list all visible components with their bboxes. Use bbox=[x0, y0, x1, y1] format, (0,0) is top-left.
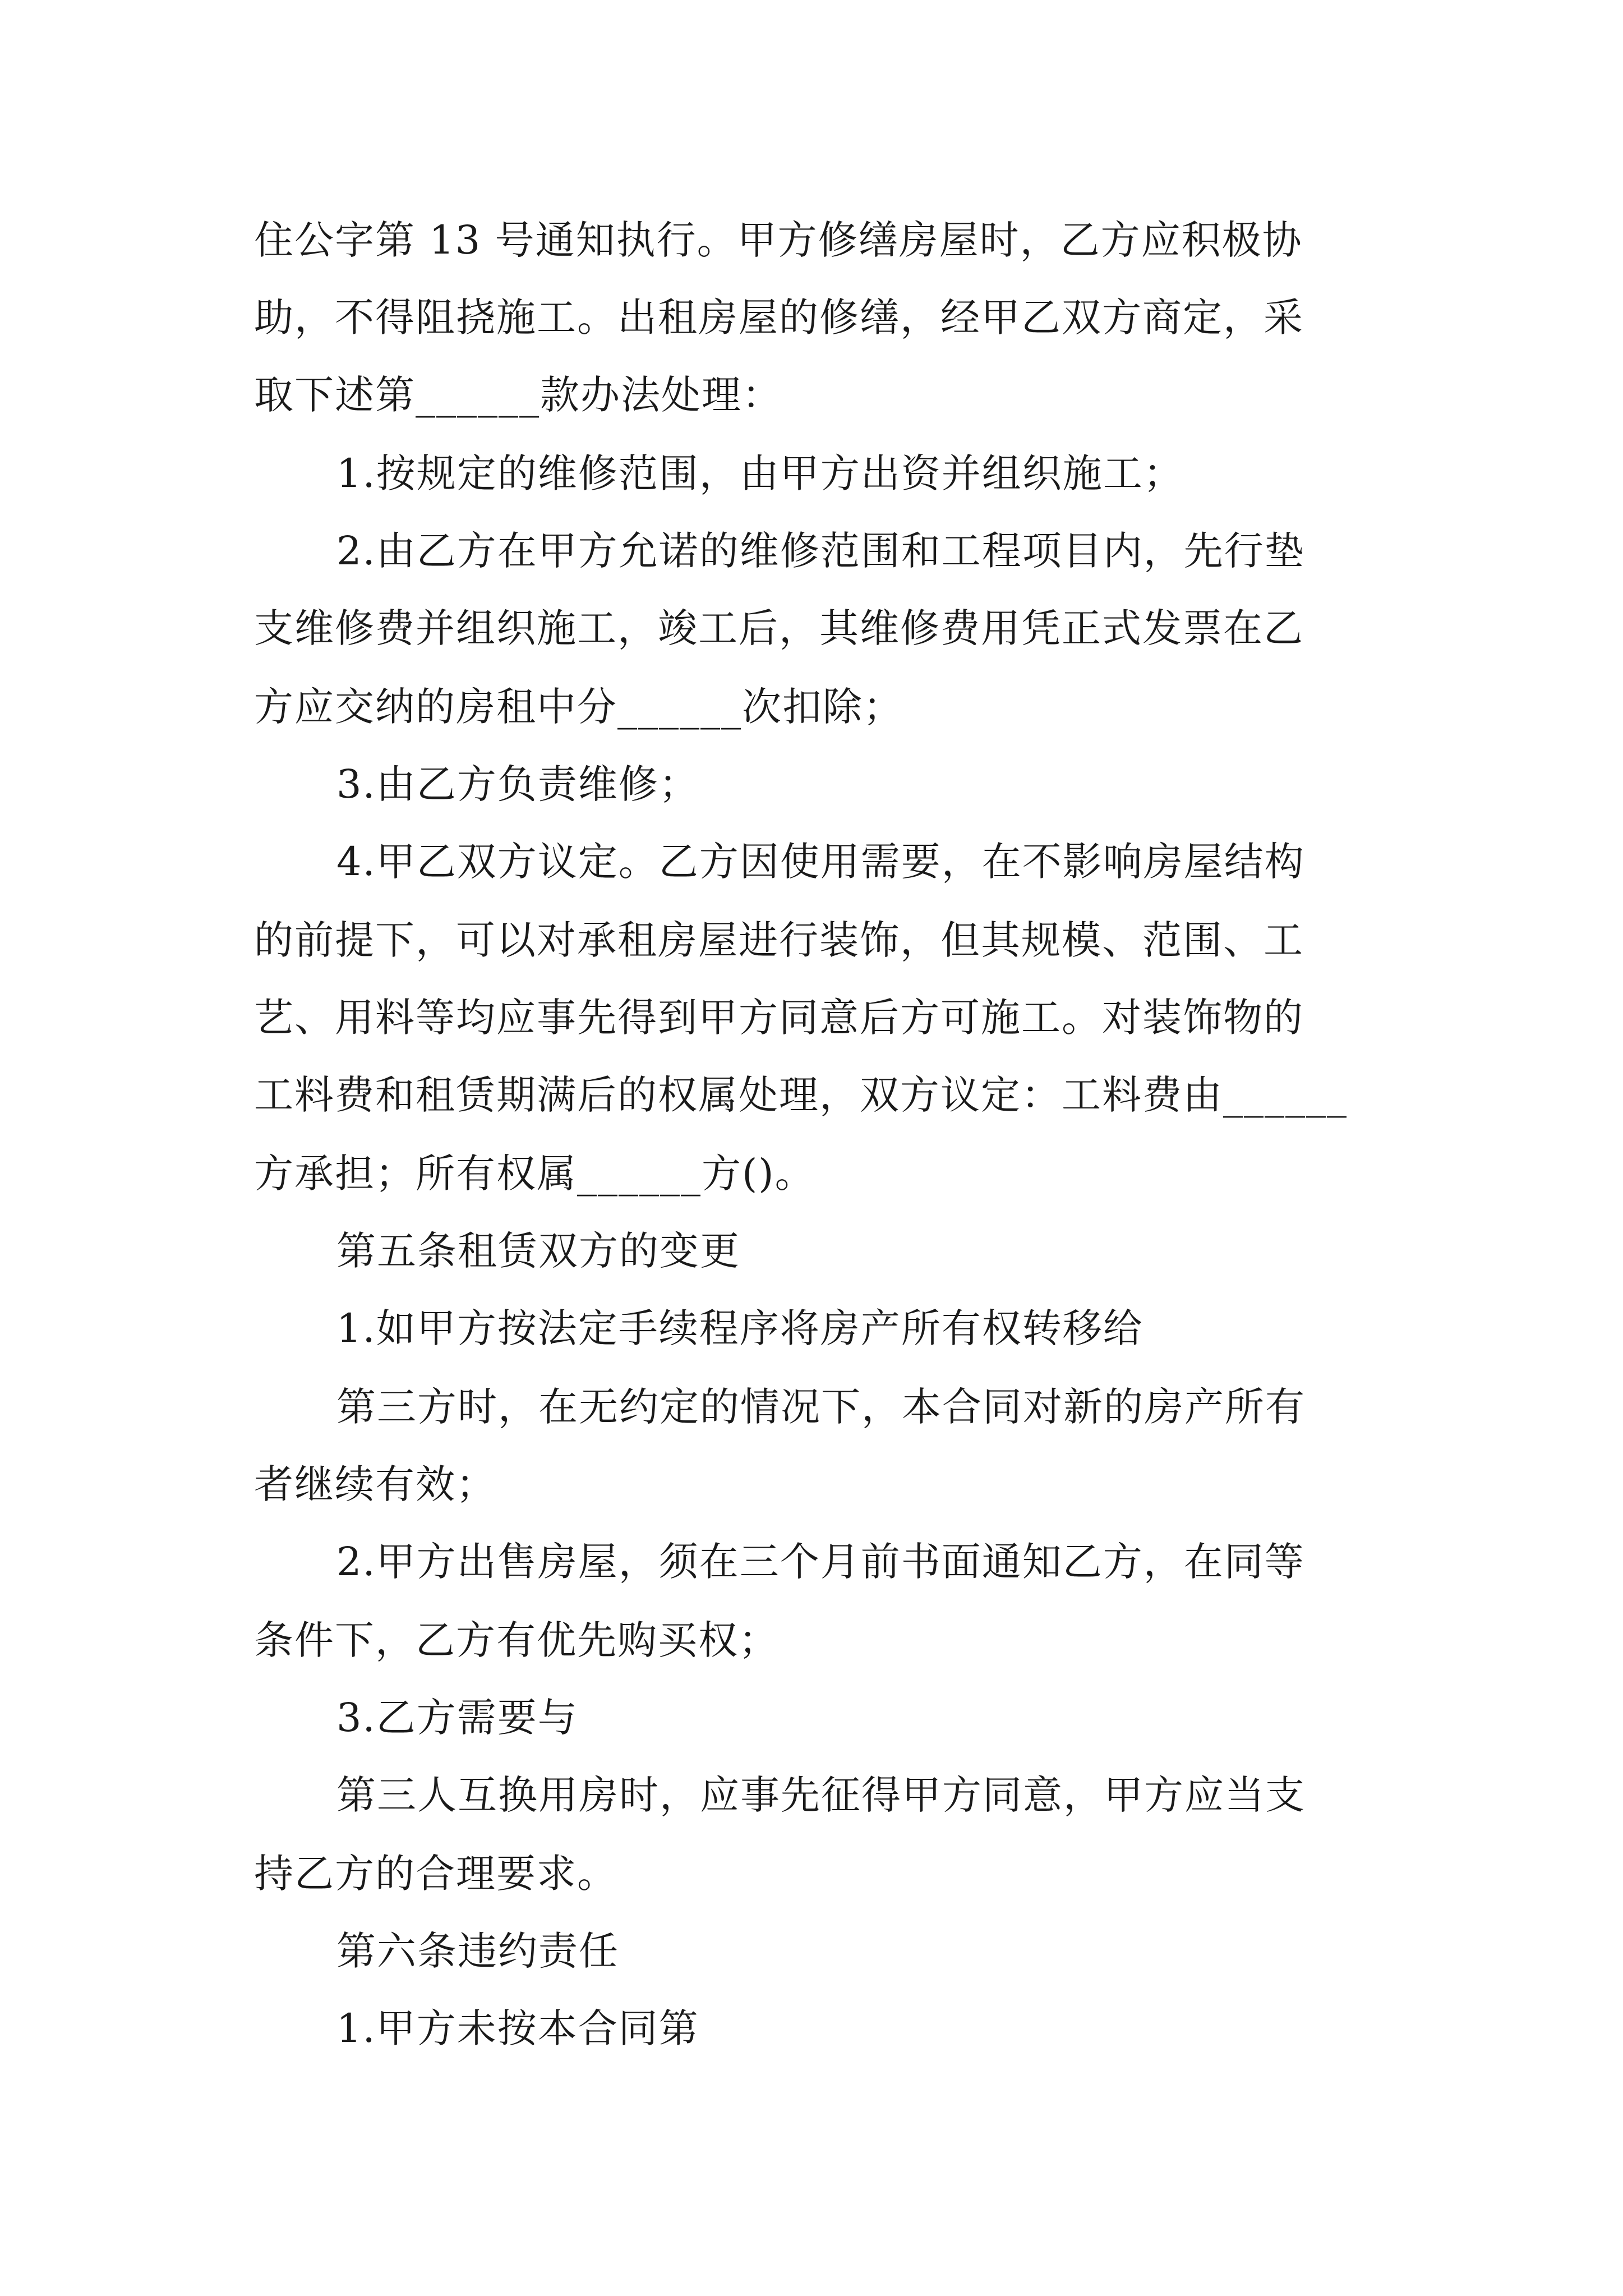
text-line-9: 4.甲乙双方议定。乙方因使用需要，在不影响房屋结构 bbox=[336, 839, 1305, 885]
section-heading-6: 第六条违约责任 bbox=[336, 1928, 619, 1974]
text-line-4: 1.按规定的维修范围，由甲方出资并组织施工； bbox=[336, 450, 1184, 496]
text-line-12: 工料费和租赁期满后的权属处理，双方议定：工料费由______ bbox=[254, 1072, 1348, 1118]
text-line-3: 取下述第______款办法处理： bbox=[254, 372, 782, 418]
text-line-6: 支维修费并组织施工，竣工后，其维修费用凭正式发票在乙 bbox=[254, 605, 1304, 651]
text-line-15: 1.如甲方按法定手续程序将房产所有权转移给 bbox=[336, 1305, 1144, 1351]
text-line-8: 3.由乙方负责维修； bbox=[336, 761, 699, 807]
text-line-2: 助，不得阻挠施工。出租房屋的修缮，经甲乙双方商定，采 bbox=[254, 295, 1304, 341]
text-line-19: 条件下，乙方有优先购买权； bbox=[254, 1617, 779, 1663]
text-line-22: 持乙方的合理要求。 bbox=[254, 1851, 617, 1897]
text-line-5: 2.由乙方在甲方允诺的维修范围和工程项目内，先行垫 bbox=[336, 528, 1305, 574]
text-line-17: 者继续有效； bbox=[254, 1461, 496, 1507]
text-line-10: 的前提下，可以对承租房屋进行装饰，但其规模、范围、工 bbox=[254, 917, 1304, 963]
text-line-24: 1.甲方未按本合同第 bbox=[336, 2005, 699, 2051]
text-line-21: 第三人互换用房时，应事先征得甲方同意，甲方应当支 bbox=[336, 1772, 1306, 1818]
text-line-7: 方应交纳的房租中分______次扣除； bbox=[254, 684, 903, 730]
text-line-13: 方承担；所有权属______方()。 bbox=[254, 1151, 815, 1197]
section-heading-5: 第五条租赁双方的变更 bbox=[336, 1228, 740, 1274]
text-line-1: 住公字第 13 号通知执行。甲方修缮房屋时，乙方应积极协 bbox=[254, 217, 1303, 263]
text-line-18: 2.甲方出售房屋，须在三个月前书面通知乙方，在同等 bbox=[336, 1539, 1305, 1585]
text-line-20: 3.乙方需要与 bbox=[336, 1695, 578, 1741]
text-line-11: 艺、用料等均应事先得到甲方同意后方可施工。对装饰物的 bbox=[254, 995, 1304, 1041]
text-line-16: 第三方时，在无约定的情况下，本合同对新的房产所有 bbox=[336, 1384, 1306, 1430]
